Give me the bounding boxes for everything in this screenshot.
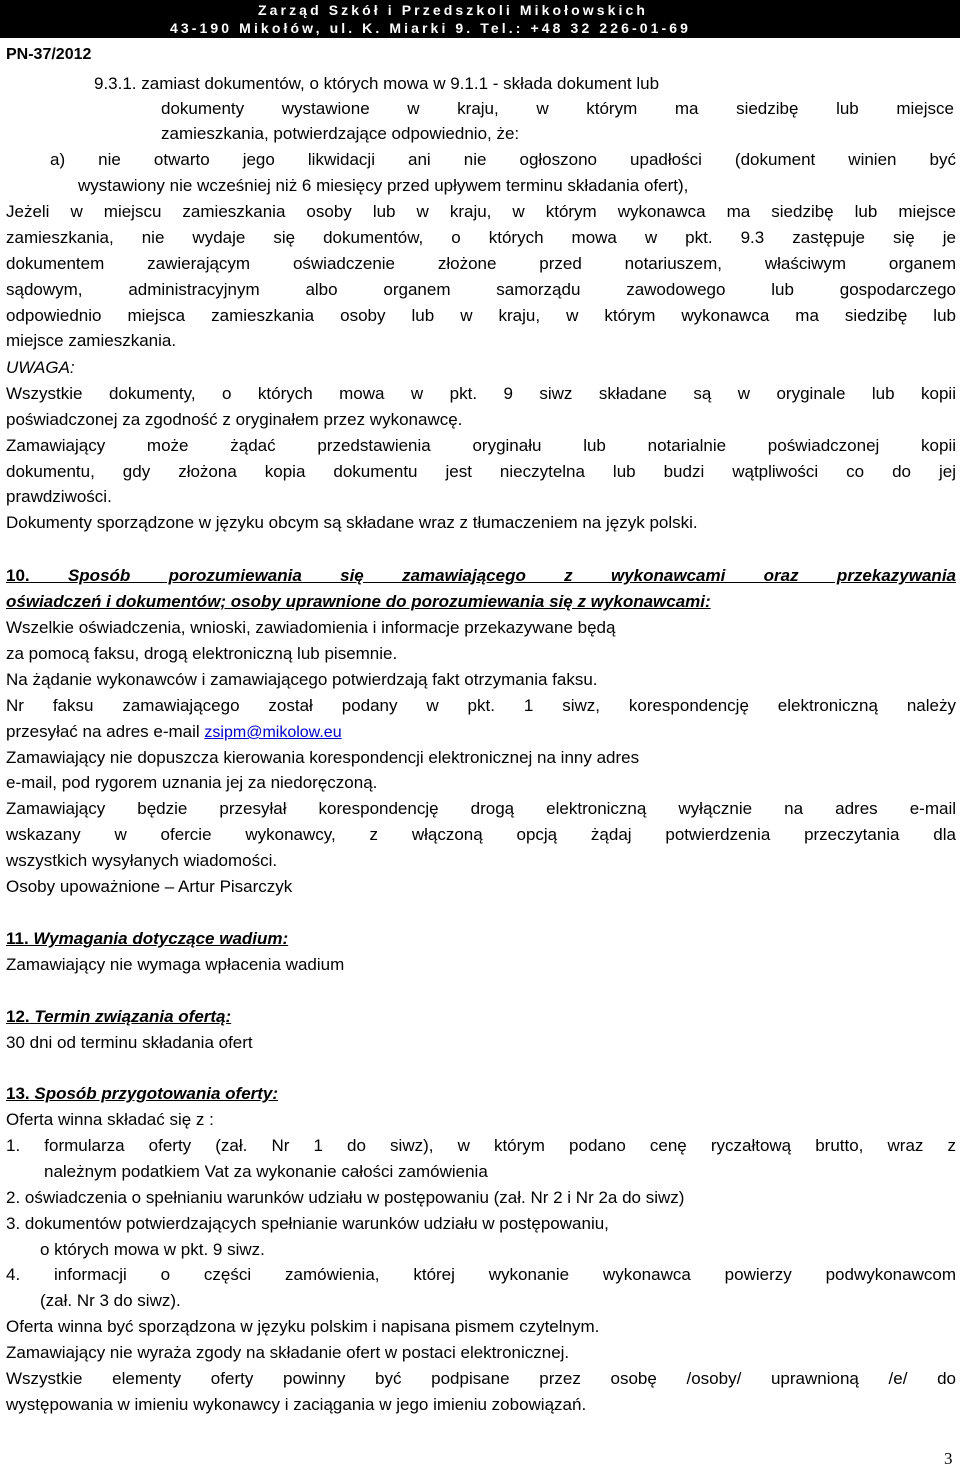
email-link[interactable]: zsipm@mikolow.eu	[204, 724, 342, 741]
paragraph-line: wskazany w ofercie wykonawcy, z włączoną opcją żądaj potwierdzenia przeczytania dla	[6, 825, 956, 844]
paragraph-line: Zamawiający może żądać przedstawienia oryginału lub notarialnie poświadczonej kopii	[6, 436, 956, 455]
paragraph-line: Zamawiający nie wymaga wpłacenia wadium	[6, 955, 345, 974]
list-item: należnym podatkiem Vat za wykonanie całości zamówienia	[44, 1162, 488, 1181]
paragraph-line: 30 dni od terminu składania ofert	[6, 1033, 253, 1052]
list-item: 3. dokumentów potwierdzających spełnianie warunków udziału w postępowaniu,	[6, 1214, 609, 1233]
reference-number: PN-37/2012	[6, 46, 92, 63]
paragraph-line: Wszystkie dokumenty, o których mowa w pkt. 9 siwz składane są w oryginale lub kopii	[6, 384, 956, 403]
letterhead	[0, 0, 960, 38]
section-13-number: 13.	[6, 1084, 30, 1103]
letterhead-org-name: Zarząd Szkół i Przedszkoli Mikołowskich	[258, 2, 649, 18]
section-9-3-1-line: zamieszkania, potwierdzające odpowiednio, że:	[161, 124, 520, 143]
paragraph-line: Wszystkie elementy oferty powinny być podpisane przez osobę /osoby/ uprawnioną /e/ do	[6, 1369, 956, 1388]
paragraph-line: miejsce zamieszkania.	[6, 331, 177, 350]
paragraph-line: Dokumenty sporządzone w języku obcym są składane wraz z tłumaczeniem na język polski.	[6, 513, 698, 532]
paragraph-line: Jeżeli w miejscu zamieszkania osoby lub w kraju, w którym wykonawca ma siedzibę lub miejsce	[6, 202, 956, 221]
section-10-heading	[6, 565, 956, 587]
list-item: o których mowa w pkt. 9 siwz.	[40, 1240, 265, 1259]
paragraph-line: wszystkich wysyłanych wiadomości.	[6, 851, 278, 870]
email-prefix: przesyłać na adres e-mail	[6, 722, 205, 741]
authorized-person: Osoby upoważnione – Artur Pisarczyk	[6, 877, 293, 896]
section-12-title: Termin związania ofertą:	[29, 1007, 232, 1026]
paragraph-line: Zamawiający będzie przesyłał korespondencję drogą elektroniczną wyłącznie na adres e-mail	[6, 799, 956, 818]
paragraph-line: e-mail, pod rygorem uznania jej za niedoręczoną.	[6, 773, 378, 792]
section-12-number: 12.	[6, 1007, 30, 1026]
section-9-3-1-item-a: wystawiony nie wcześniej niż 6 miesięcy przed upływem terminu składania ofert),	[78, 176, 689, 195]
letterhead-address: 43-190 Mikołów, ul. K. Miarki 9. Tel.: +48 32 226-01-69	[170, 20, 692, 36]
section-9-3-1-line: 9.3.1. zamiast dokumentów, o których mowa w 9.1.1 - składa dokument lub	[94, 74, 660, 93]
paragraph-line: odpowiednio miejsca zamieszkania osoby lub w kraju, w którym wykonawca ma siedzibę lub	[6, 306, 956, 325]
section-10-title: Sposób porozumiewania się zamawiającego z wykonawcami oraz przekazywania	[29, 566, 956, 585]
section-9-3-1-item-a: a) nie otwarto jego likwidacji ani nie ogłoszono upadłości (dokument winien być	[50, 150, 956, 169]
paragraph-line: Oferta winna składać się z :	[6, 1110, 214, 1129]
section-11-number: 11.	[6, 929, 29, 948]
uwaga-label: UWAGA:	[6, 358, 75, 377]
paragraph-line: Zamawiający nie wyraża zgody na składanie ofert w postaci elektronicznej.	[6, 1343, 570, 1362]
paragraph-line	[6, 721, 342, 744]
paragraph-line: Oferta winna być sporządzona w języku polskim i napisana pismem czytelnym.	[6, 1317, 600, 1336]
section-9-3-1-line: dokumenty wystawione w kraju, w którym ma siedzibę lub miejsce	[161, 99, 954, 118]
paragraph-line: Zamawiający nie dopuszcza kierowania korespondencji elektronicznej na inny adres	[6, 748, 640, 767]
paragraph-line: występowania w imieniu wykonawcy i zaciągania w jego imieniu zobowiązań.	[6, 1395, 587, 1414]
section-13-title: Sposób przygotowania oferty:	[29, 1084, 279, 1103]
paragraph-line: Na żądanie wykonawców i zamawiającego potwierdzają fakt otrzymania faksu.	[6, 670, 598, 689]
list-item: 1. formularza oferty (zał. Nr 1 do siwz), w którym podano cenę ryczałtową brutto, wraz z	[6, 1136, 956, 1155]
list-item: (zał. Nr 3 do siwz).	[40, 1291, 181, 1310]
paragraph-line: zamieszkania, nie wydaje się dokumentów, o których mowa w pkt. 9.3 zastępuje się je	[6, 228, 956, 247]
list-item: 2. oświadczenia o spełnianiu warunków udziału w postępowaniu (zał. Nr 2 i Nr 2a do siwz)	[6, 1188, 685, 1207]
paragraph-line: Wszelkie oświadczenia, wnioski, zawiadomienia i informacje przekazywane będą	[6, 618, 616, 637]
list-item: 4. informacji o części zamówienia, której wykonanie wykonawca powierzy podwykonawcom	[6, 1265, 956, 1284]
paragraph-line: dokumentem zawierającym oświadczenie złożone przed notariuszem, właściwym organem	[6, 254, 956, 273]
paragraph-line: poświadczonej za zgodność z oryginałem przez wykonawcę.	[6, 410, 463, 429]
section-11-title: Wymagania dotyczące wadium:	[28, 929, 289, 948]
section-12-heading	[6, 1006, 231, 1028]
paragraph-line: za pomocą faksu, drogą elektroniczną lub pisemnie.	[6, 644, 398, 663]
paragraph-line: sądowym, administracyjnym albo organem samorządu zawodowego lub gospodarczego	[6, 280, 956, 299]
page-number: 3	[944, 1449, 953, 1468]
section-13-heading	[6, 1083, 278, 1105]
paragraph-line: dokumentu, gdy złożona kopia dokumentu jest nieczytelna lub budzi wątpliwości co do jej	[6, 462, 956, 481]
section-10-number: 10.	[6, 566, 30, 585]
paragraph-line: prawdziwości.	[6, 487, 112, 506]
section-10-title: oświadczeń i dokumentów; osoby uprawnione do porozumiewania się z wykonawcami:	[6, 592, 711, 611]
paragraph-line: Nr faksu zamawiającego został podany w pkt. 1 siwz, korespondencję elektroniczną należy	[6, 696, 956, 715]
section-11-heading	[6, 928, 288, 950]
